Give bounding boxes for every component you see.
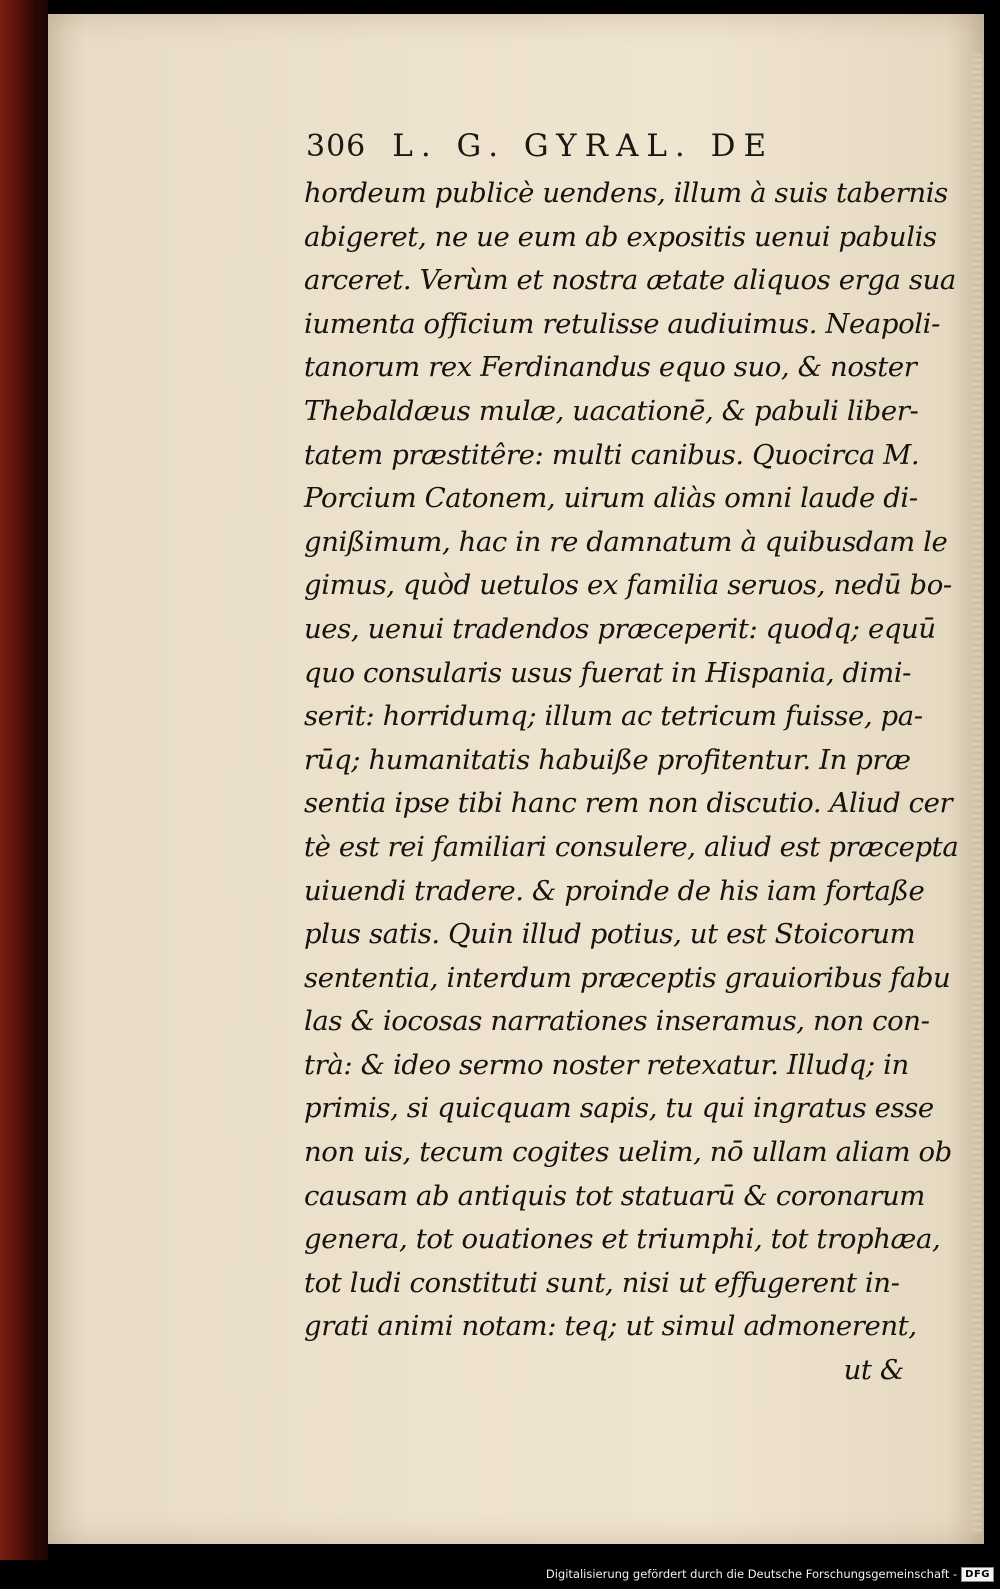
page-header	[306, 128, 866, 172]
body-text	[304, 172, 959, 1393]
text-line: sententia, interdum præceptis grauioribus fabu	[304, 961, 951, 994]
page-fore-edge	[972, 54, 982, 1534]
text-line: plus satis. Quin illud potius, ut est Stoicorum	[304, 918, 916, 951]
text-line: primis, si quicquam sapis, tu qui ingratus esse	[304, 1092, 934, 1125]
text-line: las & iocosas narrationes inseramus, non con-	[304, 1005, 930, 1038]
book-spine	[0, 0, 48, 1560]
text-line: causam ab antiquis tot statuarū & coronarum	[304, 1179, 925, 1212]
text-line: iumenta officium retulisse audiuimus. Neapoli-	[304, 307, 940, 340]
text-line: grati animi notam: teq; ut simul admonerent,	[304, 1310, 917, 1343]
page-number: 306	[306, 129, 367, 164]
text-line: quo consularis usus fuerat in Hispania, dimi-	[304, 656, 912, 689]
text-line: uiuendi tradere. & proinde de his iam fortaße	[304, 874, 925, 907]
text-line: trà: & ideo sermo noster retexatur. Illudq; in	[304, 1048, 909, 1081]
text-line: gimus, quòd uetulos ex familia seruos, nedū bo-	[304, 569, 952, 602]
text-line: ues, uenui tradendos præceperit: quodq; equū	[304, 612, 936, 645]
text-line: arceret. Verùm et nostra ætate aliquos erga sua	[304, 264, 956, 297]
catchword: ut &	[843, 1354, 904, 1387]
text-line: hordeum publicè uendens, illum à suis tabernis	[304, 177, 948, 209]
text-line: tot ludi constituti sunt, nisi ut effugerent in-	[304, 1266, 900, 1299]
digitization-footer	[546, 1562, 994, 1586]
text-line: Thebaldæus mulæ, uacationē, & pabuli liber-	[304, 394, 919, 427]
text-line: tè est rei familiari consulere, aliud est præcepta	[304, 830, 959, 863]
text-line: gnißimum, hac in re damnatum à quibusdam le	[304, 525, 948, 558]
text-line: tanorum rex Ferdinandus equo suo, & noster	[304, 351, 917, 384]
text-line: non uis, tecum cogites uelim, nō ullam aliam ob	[304, 1136, 952, 1169]
dfg-logo-icon: DFG	[961, 1567, 994, 1582]
running-title: L. G. GYRAL. DE	[392, 128, 775, 164]
funding-credit: Digitalisierung gefördert durch die Deutsche Forschungsgemeinschaft -	[545, 1567, 958, 1581]
text-line: Porcium Catonem, uirum aliàs omni laude di-	[304, 482, 918, 515]
text-line: sentia ipse tibi hanc rem non discutio. Aliud cer	[304, 787, 953, 820]
text-line: abigeret, ne ue eum ab expositis uenui pabulis	[304, 220, 937, 253]
text-line: genera, tot ouationes et triumphi, tot trophæa,	[304, 1223, 941, 1256]
text-line: tatem præstitêre: multi canibus. Quocirca M.	[304, 438, 920, 471]
text-line: rūq; humanitatis habuiße profitentur. In præ	[304, 743, 911, 776]
text-line: serit: horridumq; illum ac tetricum fuisse, pa-	[304, 700, 923, 733]
